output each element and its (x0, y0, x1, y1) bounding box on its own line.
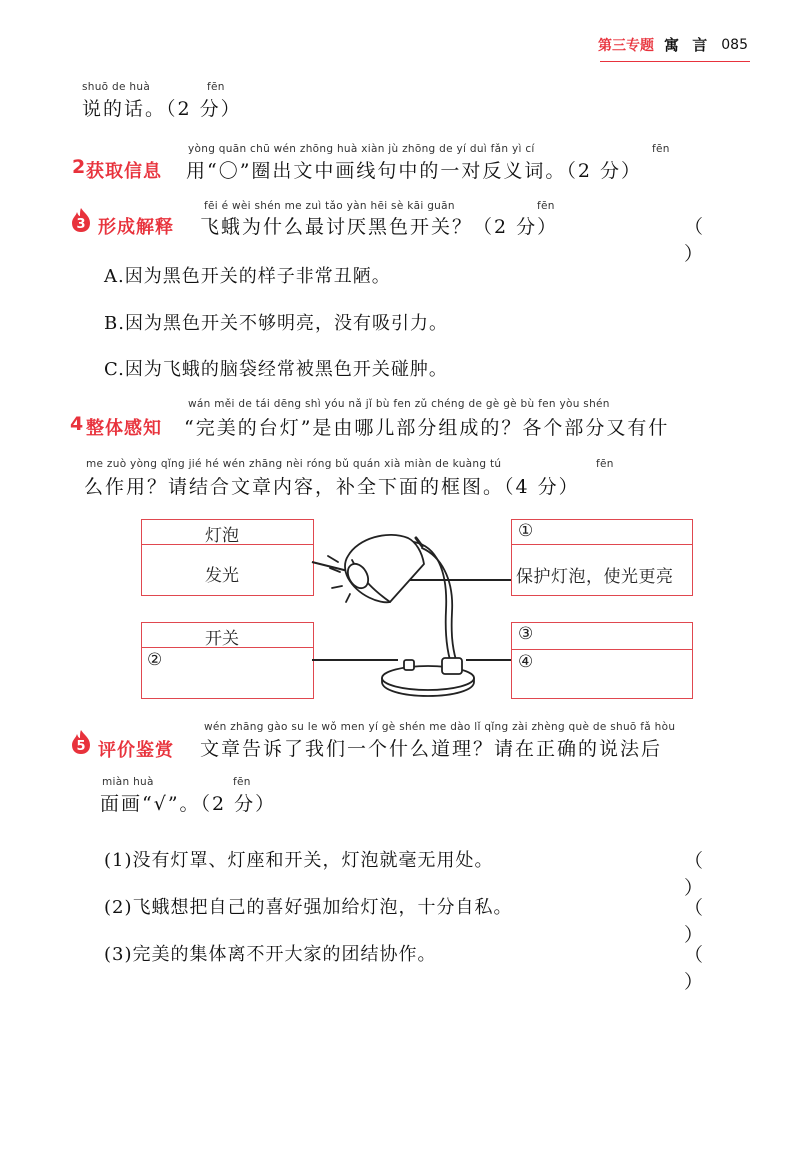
q4-text-2: 么作用？请结合文章内容，补全下面的框图。（4 分） (84, 476, 580, 498)
q5-item-3-paren[interactable]: （ ） (684, 944, 740, 993)
q3-answer-paren[interactable]: （ ） (684, 216, 740, 265)
lead-pinyin-fen: fēn (207, 81, 225, 93)
q3-tag: 形成解释 (98, 217, 174, 238)
flame-number-icon (70, 207, 92, 233)
q5-item-3: (3)完美的集体离不开大家的团结协作。 (104, 944, 437, 965)
q3-option-a[interactable]: A.因为黑色开关的样子非常丑陋。 (104, 266, 391, 287)
q4-pinyin-1: wán měi de tái dēng shì yóu nǎ jǐ bù fen zǔ chéng de gè gè bù fen yòu shén (188, 398, 610, 410)
desk-lamp-icon (318, 520, 518, 700)
q5-item-1: (1)没有灯罩、灯座和开关，灯泡就毫无用处。 (104, 850, 494, 871)
base-blank-4[interactable]: ④ (518, 652, 534, 672)
q4-pinyin-2-fen: fēn (596, 458, 614, 470)
shade-blank[interactable]: ① (518, 521, 534, 541)
q4-text-1: “完美的台灯”是由哪儿部分组成的？各个部分又有什 (184, 417, 670, 439)
q3-option-c[interactable]: C.因为飞蛾的脑袋经常被黑色开关碰肿。 (104, 359, 448, 380)
q5-pinyin-2-fen: fēn (233, 776, 251, 788)
q3-text: 飞蛾为什么最讨厌黑色开关？（2 分） (200, 216, 559, 238)
q3-option-b[interactable]: B.因为黑色开关不够明亮，没有吸引力。 (104, 313, 448, 334)
bulb-function: 发光 (205, 566, 239, 586)
base-box-divider (512, 649, 692, 650)
q2-text: 用“〇”圈出文中画线句中的一对反义词。（2 分） (186, 160, 643, 182)
chapter-title: 寓 言 (664, 36, 712, 54)
q3-pinyin-fen: fēn (537, 200, 555, 212)
lead-text: 说的话。（2 分） (82, 98, 242, 120)
q5-pinyin-2: miàn huà (102, 776, 154, 788)
q5-item-2-paren[interactable]: （ ） (684, 897, 740, 946)
q4-number: 4 (70, 413, 84, 435)
q5-number: 5 (76, 739, 86, 754)
q4-tag: 整体感知 (86, 418, 162, 439)
switch-title: 开关 (205, 629, 239, 649)
shade-function: 保护灯泡，使光更亮 (516, 567, 674, 587)
bulb-title: 灯泡 (205, 526, 239, 546)
page-number: 085 (721, 36, 748, 53)
q2-pinyin: yòng quān chū wén zhōng huà xiàn jù zhōng de yí duì fǎn yì cí (188, 143, 535, 155)
q2-number: 2 (72, 156, 86, 178)
page-header (598, 34, 748, 55)
header-rule (600, 61, 750, 62)
q2-pinyin-fen: fēn (652, 143, 670, 155)
q2-tag: 获取信息 (86, 161, 162, 182)
base-box (511, 622, 693, 699)
q5-pinyin-1: wén zhāng gào su le wǒ men yí gè shén me dào lǐ qǐng zài zhèng què de shuō fǎ hòu (204, 721, 676, 733)
switch-function-blank[interactable]: ② (147, 650, 163, 670)
topic-label: 第三专题 (598, 37, 655, 54)
q4-pinyin-2: me zuò yòng qǐng jié hé wén zhāng nèi róng bǔ quán xià miàn de kuàng tú (86, 458, 502, 470)
lead-pinyin: shuō de huà (82, 81, 151, 93)
q5-tag: 评价鉴赏 (98, 740, 174, 761)
q3-number: 3 (76, 217, 86, 232)
flame-number-icon (70, 729, 92, 755)
q5-text-1: 文章告诉了我们一个什么道理？请在正确的说法后 (200, 738, 663, 760)
q5-text-2: 面画“√”。（2 分） (100, 793, 277, 815)
q3-pinyin: fēi é wèi shén me zuì tǎo yàn hēi sè kāi guān (204, 200, 455, 212)
q5-item-1-paren[interactable]: （ ） (684, 850, 740, 899)
base-blank-3[interactable]: ③ (518, 624, 534, 644)
q5-item-2: (2)飞蛾想把自己的喜好强加给灯泡，十分自私。 (104, 897, 513, 918)
shade-box-divider (512, 544, 692, 545)
